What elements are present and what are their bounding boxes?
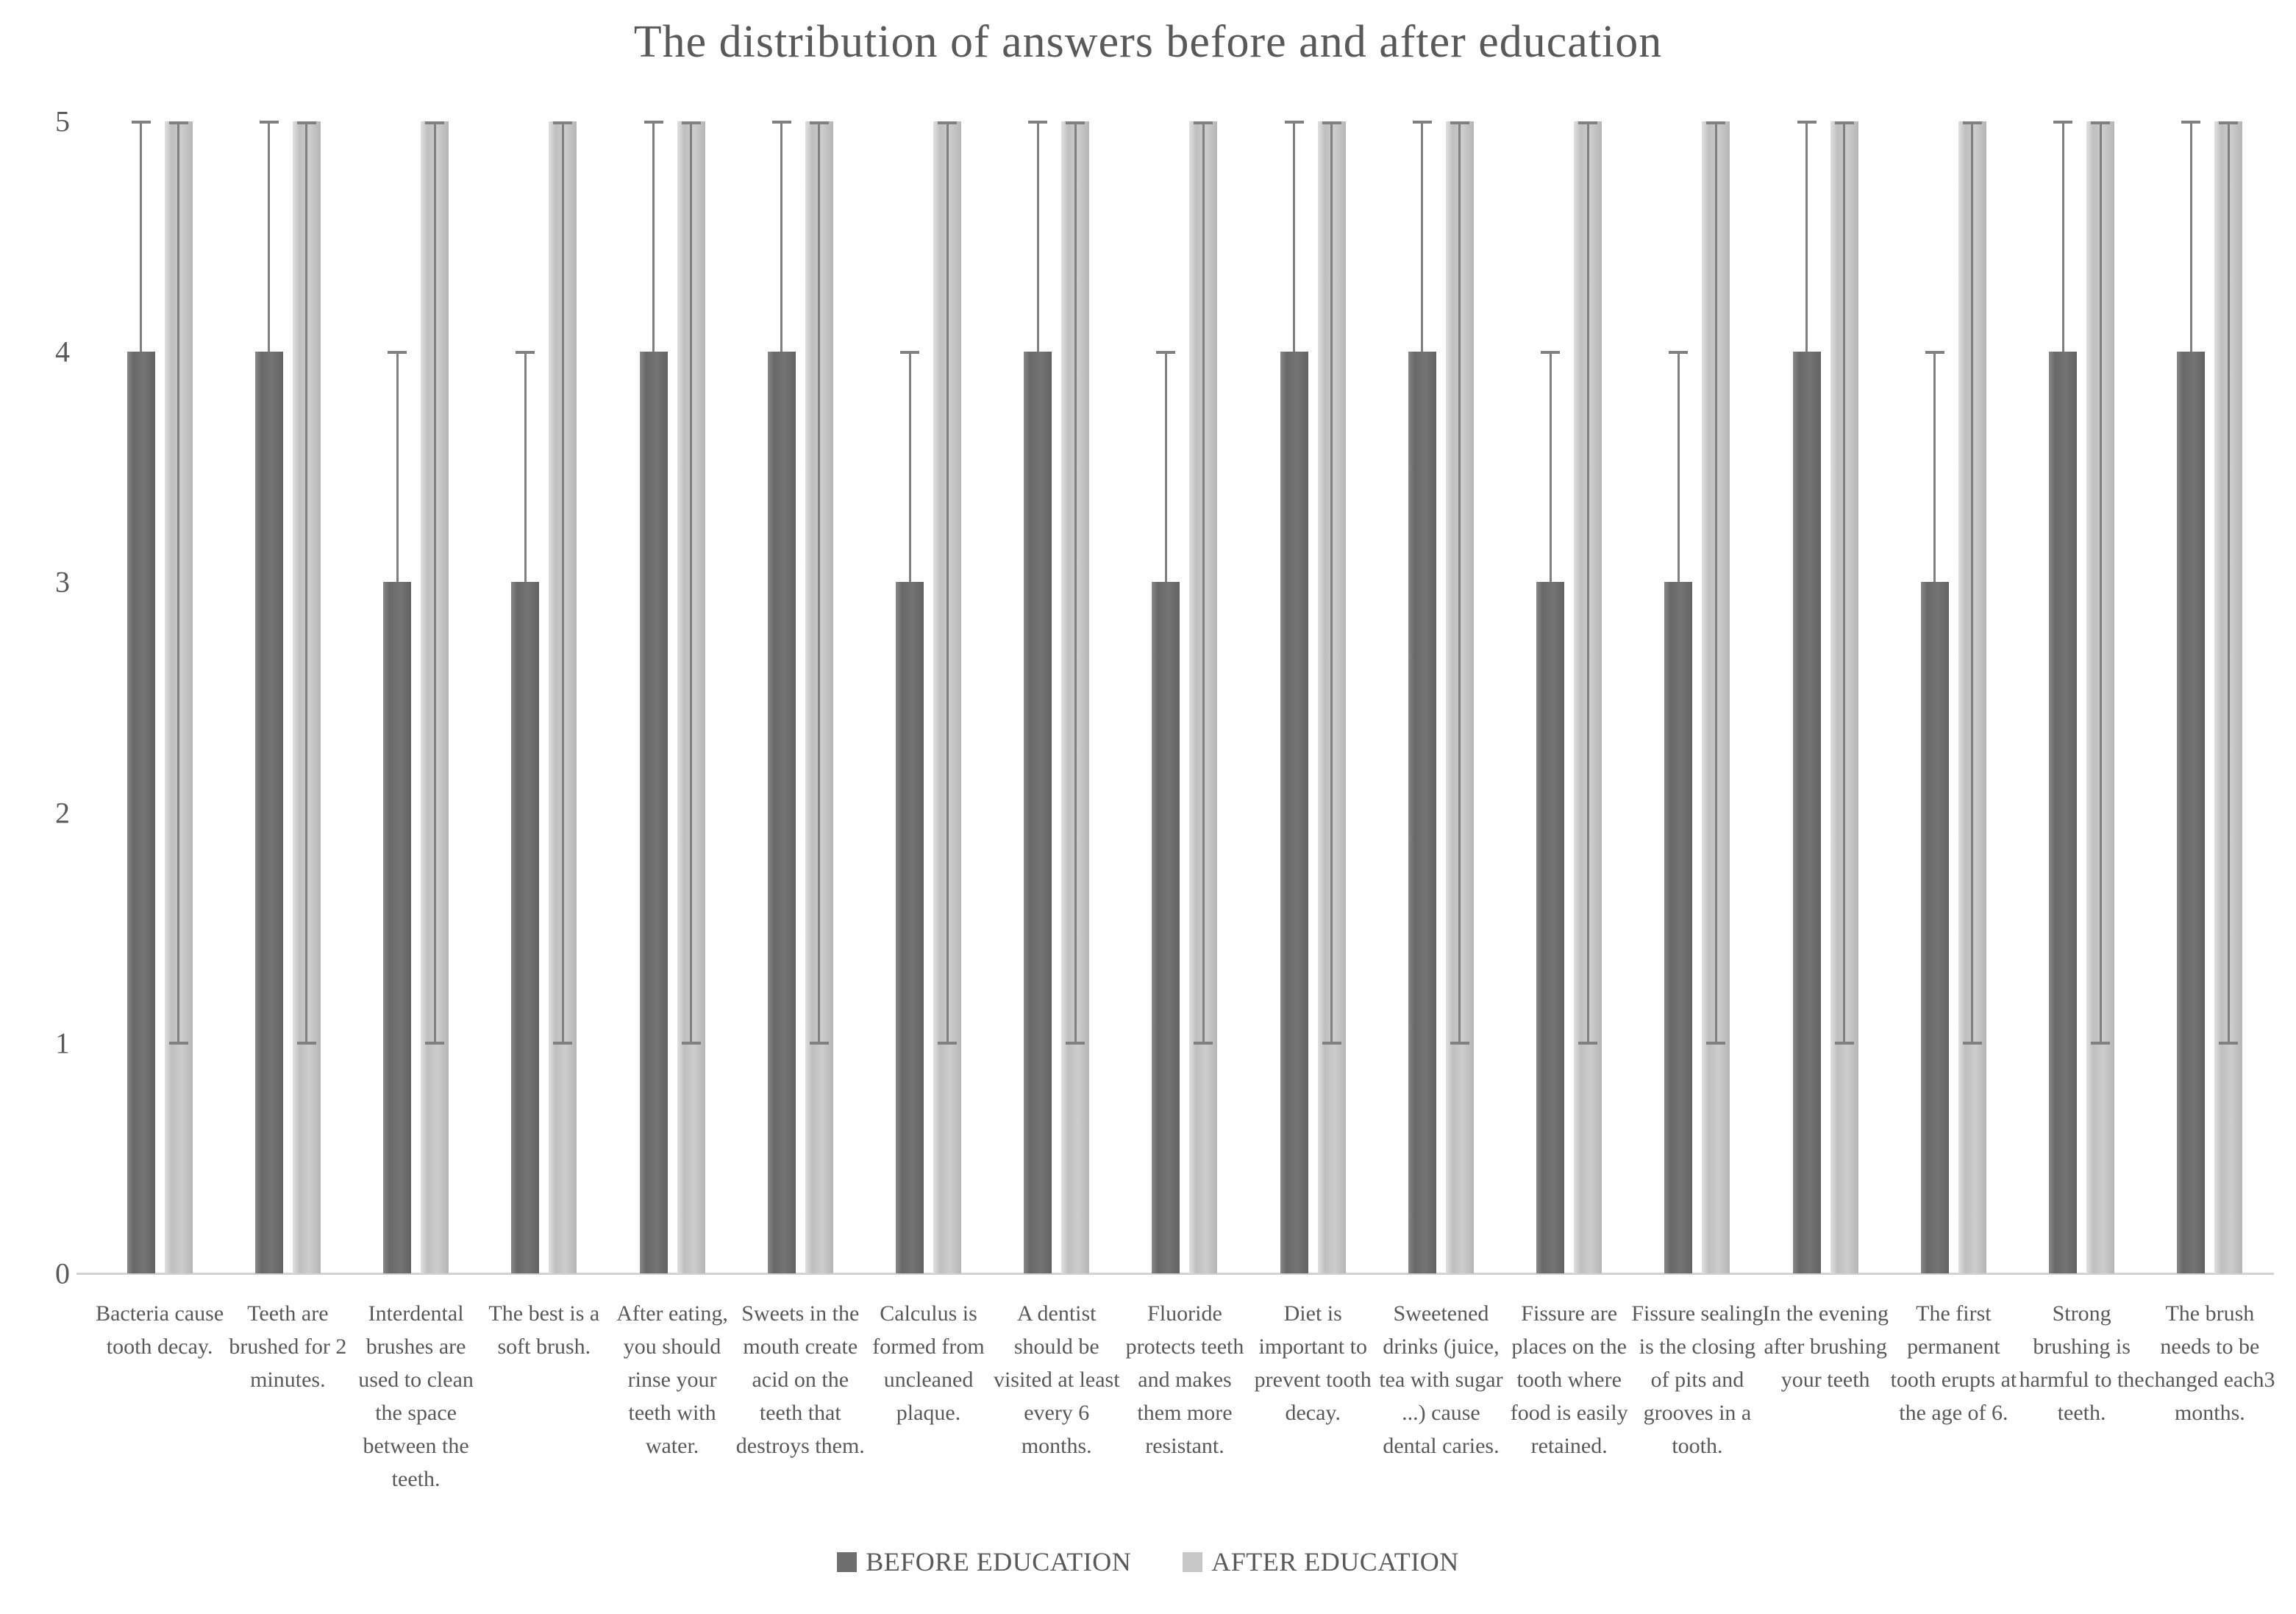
- error-bar-after: [690, 121, 692, 1043]
- error-bar-before: [524, 352, 527, 582]
- category-label: Strong brushing is harmful to the teeth.: [2019, 1301, 2145, 1425]
- bar-before-education: [768, 352, 796, 1273]
- bar-before-education: [1793, 352, 1821, 1273]
- bar-group: [352, 121, 479, 1273]
- error-bar-cap: [644, 121, 663, 124]
- error-bar-cap: [297, 121, 316, 124]
- category-label: The best is a soft brush.: [488, 1301, 600, 1359]
- error-bar-before: [780, 121, 782, 352]
- bar-before-education: [1280, 352, 1308, 1273]
- bar-before-education: [1152, 582, 1180, 1273]
- category-label: Fissure are places on the tooth where food is easily retained.: [1510, 1301, 1628, 1458]
- error-bar-cap: [1706, 121, 1725, 124]
- error-bar-after: [1587, 121, 1589, 1043]
- error-bar-cap: [900, 351, 919, 354]
- legend-swatch: [837, 1552, 857, 1572]
- error-bar-cap: [260, 121, 279, 124]
- error-bar-cap: [938, 121, 957, 124]
- category-label: Interdental brushes are used to clean the space between the teeth.: [358, 1301, 474, 1491]
- bar-group: [1249, 121, 1377, 1273]
- error-bar-before: [652, 121, 655, 352]
- error-bar-cap: [2091, 121, 2110, 124]
- bar-before-education: [2177, 352, 2205, 1273]
- category-label: The first permanent tooth erupts at the age of 6.: [1890, 1301, 2017, 1425]
- error-bar-before: [140, 121, 142, 352]
- error-bar-cap: [1578, 121, 1597, 124]
- bar-group: [96, 121, 224, 1273]
- plot-area: [96, 121, 2274, 1273]
- bar-before-education: [1536, 582, 1564, 1273]
- legend: [0, 1546, 2296, 1577]
- bar-group: [480, 121, 608, 1273]
- y-axis: [15, 104, 70, 1290]
- bar-group: [2018, 121, 2146, 1273]
- bar-group: [1377, 121, 1505, 1273]
- bar-before-education: [383, 582, 411, 1273]
- bar-group: [1505, 121, 1633, 1273]
- error-bar-cap: [938, 1042, 957, 1045]
- y-axis-tick-label: 3: [55, 565, 70, 599]
- error-bar-cap: [1835, 121, 1854, 124]
- error-bar-before: [909, 352, 911, 582]
- category-label: Sweetened drinks (juice, tea with sugar ...) cause dental caries.: [1379, 1301, 1503, 1458]
- category-label: Teeth are brushed for 2 minutes.: [229, 1301, 347, 1392]
- y-axis-tick-label: 2: [55, 796, 70, 830]
- error-bar-before: [1421, 121, 1423, 352]
- error-bar-cap: [1413, 121, 1432, 124]
- bar-before-education: [1664, 582, 1692, 1273]
- bar-group: [224, 121, 352, 1273]
- error-bar-cap: [2219, 1042, 2238, 1045]
- bar-before-education: [511, 582, 539, 1273]
- error-bar-cap: [1194, 121, 1213, 124]
- error-bar-after: [434, 121, 436, 1043]
- error-bar-cap: [1066, 1042, 1085, 1045]
- bar-group: [864, 121, 992, 1273]
- error-bar-cap: [1578, 1042, 1597, 1045]
- chart-title: The distribution of answers before and after education: [633, 17, 1663, 67]
- error-bar-cap: [1322, 1042, 1341, 1045]
- error-bar-cap: [1797, 121, 1817, 124]
- error-bar-cap: [1450, 121, 1469, 124]
- error-bar-before: [1678, 352, 1680, 582]
- error-bar-before: [2190, 121, 2192, 352]
- error-bar-after: [1458, 121, 1461, 1043]
- y-axis-tick-label: 0: [55, 1256, 70, 1290]
- y-axis-tick-label: 4: [55, 335, 70, 369]
- error-bar-cap: [553, 1042, 572, 1045]
- error-bar-cap: [2219, 121, 2238, 124]
- category-label: A dentist should be visited at least every 6 months.: [993, 1301, 1120, 1458]
- legend-item-label: BEFORE EDUCATION: [866, 1547, 1132, 1576]
- error-bar-cap: [682, 121, 701, 124]
- y-axis-tick-label: 5: [55, 104, 70, 138]
- bar-group: [1761, 121, 1889, 1273]
- error-bar-after: [1074, 121, 1077, 1043]
- legend-item: [837, 1546, 1131, 1577]
- category-label: Diet is important to prevent tooth decay.: [1254, 1301, 1372, 1425]
- error-bar-before: [1165, 352, 1167, 582]
- bar-before-education: [896, 582, 924, 1273]
- bar-before-education: [1408, 352, 1436, 1273]
- error-bar-after: [946, 121, 949, 1043]
- category-label: Bacteria cause tooth decay.: [96, 1301, 224, 1359]
- category-label: In the evening after brushing your teeth: [1762, 1301, 1889, 1392]
- legend-item: [1183, 1546, 1459, 1577]
- bar-group: [608, 121, 736, 1273]
- error-bar-after: [177, 121, 179, 1043]
- error-bar-before: [1037, 121, 1039, 352]
- bar-group: [2146, 121, 2274, 1273]
- error-bar-cap: [169, 1042, 188, 1045]
- category-label: Sweets in the mouth create acid on the teeth that destroys them.: [735, 1301, 865, 1458]
- bar-group: [736, 121, 864, 1273]
- bar-group: [1633, 121, 1761, 1273]
- error-bar-before: [2062, 121, 2064, 352]
- error-bar-cap: [1028, 121, 1047, 124]
- error-bar-cap: [169, 121, 188, 124]
- error-bar-cap: [1963, 121, 1982, 124]
- error-bar-cap: [388, 351, 407, 354]
- error-bar-after: [2100, 121, 2102, 1043]
- error-bar-cap: [1285, 121, 1304, 124]
- bar-before-education: [640, 352, 668, 1273]
- error-bar-cap: [2053, 121, 2072, 124]
- error-bar-cap: [297, 1042, 316, 1045]
- bar-before-education: [1024, 352, 1052, 1273]
- bar-before-education: [2049, 352, 2077, 1273]
- error-bar-cap: [1541, 351, 1560, 354]
- category-label: The brush needs to be changed each3 months.: [2145, 1301, 2275, 1425]
- error-bar-cap: [682, 1042, 701, 1045]
- error-bar-before: [268, 121, 270, 352]
- error-bar-cap: [1925, 351, 1944, 354]
- error-bar-before: [396, 352, 399, 582]
- bar-group: [1889, 121, 2017, 1273]
- bar-before-education: [255, 352, 283, 1273]
- error-bar-cap: [1706, 1042, 1725, 1045]
- error-bar-cap: [1322, 121, 1341, 124]
- error-bar-after: [562, 121, 564, 1043]
- bar-group: [1121, 121, 1249, 1273]
- error-bar-before: [1805, 121, 1808, 352]
- legend-item-label: AFTER EDUCATION: [1211, 1547, 1459, 1576]
- error-bar-before: [1933, 352, 1936, 582]
- error-bar-cap: [1066, 121, 1085, 124]
- error-bar-before: [1293, 121, 1295, 352]
- error-bar-after: [2228, 121, 2230, 1043]
- error-bar-cap: [1156, 351, 1175, 354]
- error-bar-cap: [1963, 1042, 1982, 1045]
- error-bar-cap: [2091, 1042, 2110, 1045]
- error-bar-cap: [1835, 1042, 1854, 1045]
- category-label: Calculus is formed from uncleaned plaque.: [872, 1301, 985, 1425]
- error-bar-cap: [810, 1042, 829, 1045]
- error-bar-after: [1715, 121, 1717, 1043]
- error-bar-cap: [1194, 1042, 1213, 1045]
- error-bar-after: [818, 121, 820, 1043]
- error-bar-cap: [1450, 1042, 1469, 1045]
- bar-group: [993, 121, 1121, 1273]
- legend-swatch: [1183, 1552, 1202, 1572]
- error-bar-cap: [425, 121, 444, 124]
- error-bar-cap: [2181, 121, 2200, 124]
- error-bar-after: [1843, 121, 1845, 1043]
- bar-before-education: [1921, 582, 1949, 1273]
- y-axis-tick-label: 1: [55, 1026, 70, 1060]
- error-bar-after: [1971, 121, 1973, 1043]
- bar-before-education: [127, 352, 155, 1273]
- category-label: After eating, you should rinse your teeth with water.: [616, 1301, 728, 1458]
- category-label: Fluoride protects teeth and makes them more resistant.: [1125, 1301, 1244, 1458]
- category-label: Fissure sealing is the closing of pits and grooves in a tooth.: [1631, 1301, 1764, 1458]
- error-bar-cap: [553, 121, 572, 124]
- error-bar-before: [1550, 352, 1552, 582]
- error-bar-cap: [516, 351, 535, 354]
- error-bar-after: [1202, 121, 1205, 1043]
- error-bar-cap: [132, 121, 151, 124]
- error-bar-cap: [1669, 351, 1688, 354]
- error-bar-cap: [810, 121, 829, 124]
- error-bar-after: [305, 121, 307, 1043]
- error-bar-cap: [425, 1042, 444, 1045]
- error-bar-after: [1330, 121, 1333, 1043]
- error-bar-cap: [772, 121, 791, 124]
